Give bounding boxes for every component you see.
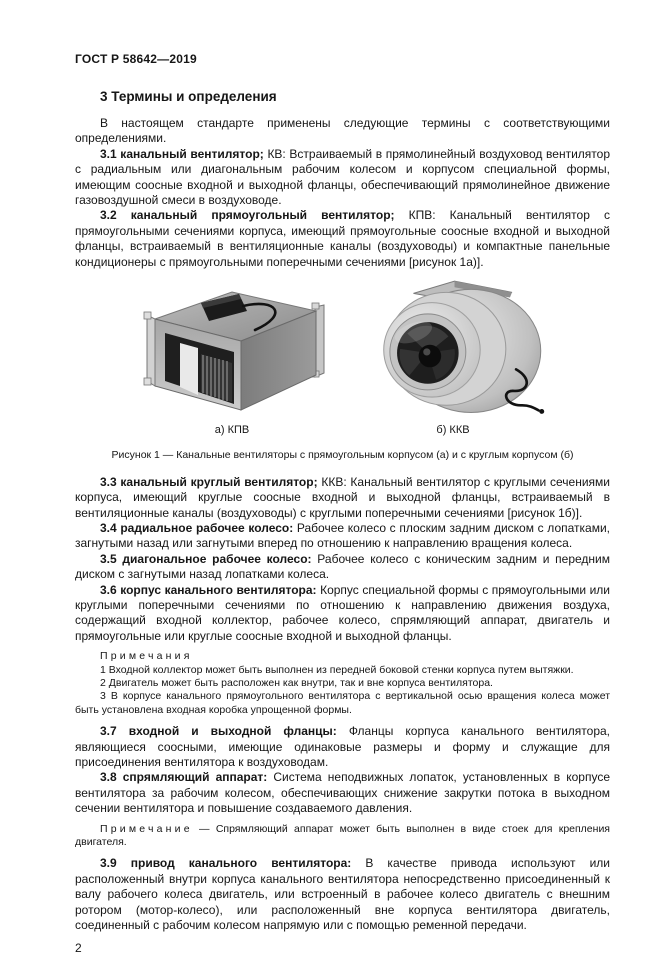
term-3-5-definition: Рабочее колесо с коническим задним и передним диском с загнутыми назад лопатками колеса.	[75, 551, 610, 582]
note-3-8-label: Примечание	[100, 822, 193, 835]
note-for-3-8	[75, 823, 610, 850]
term-3-6-definition: Корпус специальной формы с прямоугольными или круглыми поперечными сечениями по отношению к направлению движения воздуха, содержащий входной коллектор, рабочее колесо, спрямляющий аппарат, двигатель и прямоугольные или круглые соосные входной и выходной фланцы.	[75, 582, 611, 643]
term-3-4-title: 3.4 радиальное рабочее колесо:	[100, 520, 294, 535]
term-3-9	[75, 856, 610, 933]
term-3-8	[75, 770, 610, 816]
term-3-4	[75, 521, 610, 552]
note-item-1: 1 Входной коллектор может быть выполнен из передней боковой стенки корпуса путем вытяжки.	[100, 663, 574, 676]
intro-paragraph: В настоящем стандарте применены следующие термины с соответствующими определениями.	[75, 116, 610, 146]
term-3-4-definition: Рабочее колесо с плоским задним диском с лопатками, загнутыми назад или загнутыми вперед по отношению к направлению вращения колеса.	[75, 520, 610, 551]
term-3-7-definition: Фланцы корпуса канального вентилятора, являющиеся соосными, имеющие одинаковые размеры и форму и служащие для присоединения вентилятора к воздуховодам.	[75, 724, 610, 769]
term-3-8-title: 3.8 спрямляющий аппарат:	[100, 770, 268, 785]
figure-1	[75, 277, 610, 461]
notes-label-text: Примечания	[100, 650, 193, 663]
term-3-6	[75, 583, 610, 645]
term-3-3	[75, 475, 610, 521]
term-3-8-definition: Система неподвижных лопаток, установленных в корпусе вентилятора за рабочим колесом, обеспечивающих снижение закрутки потока в выходном сечении вентилятора и повышение создаваемого давления.	[75, 770, 610, 816]
term-3-2-definition: КПВ: Канальный вентилятор с прямоугольными сечениями корпуса, имеющий прямоугольные соосные входной и выходной фланцы, встраиваемый в вентиляционные каналы (воздуховоды) и компактные панельные кондиционеры с прямоугольными поперечными сечениями [рисунок 1а)].	[75, 208, 610, 269]
kkv-round-fan-photo	[356, 277, 551, 419]
term-3-1-definition: КВ: Встраиваемый в прямолинейный воздуховод вентилятор с радиальным или диагональным рабочим колесом и корпусом специальной формы, имеющим соосные входной и выходной фланцы, обеспечивающий прямолинейное движение газовоздушной смеси в воздуховоде.	[75, 146, 611, 208]
section-title: 3 Термины и определения	[100, 89, 277, 104]
term-3-9-title: 3.9 привод канального вентилятора:	[100, 856, 352, 871]
figure-1a	[135, 281, 330, 436]
figure-1b	[356, 277, 551, 436]
notes-for-3-6	[75, 650, 610, 717]
term-3-5	[75, 552, 610, 583]
figure-1-images	[75, 277, 610, 436]
page-number: 2	[75, 941, 82, 956]
figure-1b-label: б) ККВ	[436, 423, 470, 436]
term-3-2	[75, 208, 610, 270]
kpv-rectangular-fan-photo	[135, 281, 330, 419]
term-3-2-title: 3.2 канальный прямоугольный вентилятор;	[100, 208, 395, 223]
doc-code-header: ГОСТ Р 58642—2019	[75, 52, 197, 66]
term-3-3-definition: ККВ: Канальный вентилятор с круглыми сечениями корпуса, имеющий круглые соосные входной и выходной фланцы, встраиваемый в вентиляционные каналы (воздуховоды) с круглыми поперечными сечениями [рисунок 1б)].	[75, 474, 610, 520]
figure-1-caption: Рисунок 1 — Канальные вентиляторы с прямоугольным корпусом (а) и с круглым корпусом (б)	[111, 448, 574, 461]
term-3-7	[75, 724, 610, 770]
term-3-3-title: 3.3 канальный круглый вентилятор;	[100, 474, 318, 489]
note-item-2: 2 Двигатель может быть расположен как внутри, так и вне корпуса вентилятора.	[100, 676, 493, 689]
note-3-8-text: — Спрямляющий аппарат может быть выполнен в виде стоек для крепления двигателя.	[75, 822, 610, 849]
note-3-8-line	[75, 823, 610, 850]
term-3-6-title: 3.6 корпус канального вентилятора:	[100, 582, 317, 597]
term-3-9-definition: В качестве привода используют или расположенный внутри корпуса канального вентилятора непосредственно присоединенный к валу рабочего колеса двигатель, или встроенный в рабочее колесо двигатель с внешним ротором (мотор-колесо), или расположенный вне корпуса вентилятора двигатель, соединенный с рабочим колесом напрямую или с помощью ременной передачи.	[75, 856, 610, 933]
term-3-5-title: 3.5 диагональное рабочее колесо:	[100, 551, 312, 566]
notes-label	[75, 650, 610, 663]
figure-1a-label: а) КПВ	[214, 423, 250, 436]
note-item-3: 3 В корпусе канального прямоугольного вентилятора с вертикальной осью вращения колеса может быть установлена входная коробка упрощенной формы.	[75, 690, 610, 716]
term-3-7-title: 3.7 входной и выходной фланцы:	[100, 724, 337, 739]
term-3-1	[75, 147, 610, 209]
term-3-1-title: 3.1 канальный вентилятор;	[100, 146, 264, 161]
